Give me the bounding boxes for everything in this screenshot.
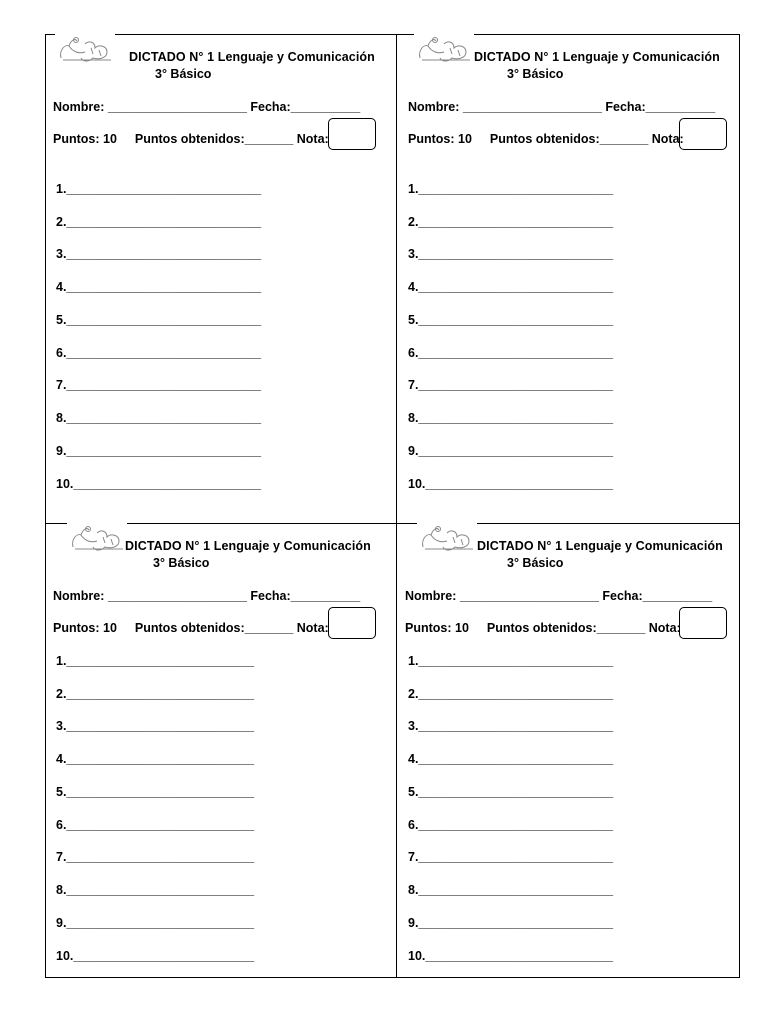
dictation-card-bottom-left [45,523,396,978]
answer-line[interactable]: 9.____________________________ [56,444,262,458]
answer-line[interactable]: 10.__________________________ [56,949,255,963]
answer-line[interactable]: 2.___________________________ [56,687,255,701]
answer-line[interactable]: 1.____________________________ [56,182,262,196]
answer-line[interactable]: 2.____________________________ [408,687,614,701]
name-date-row: Nombre: ____________________ Fecha:__________ [53,100,361,114]
answer-line[interactable]: 7.____________________________ [408,850,614,864]
answer-line[interactable]: 3.____________________________ [56,247,262,261]
points-label: Puntos: 10 [405,621,469,635]
answer-line[interactable]: 4.____________________________ [408,752,614,766]
answer-line[interactable]: 4.____________________________ [408,280,614,294]
dictation-title: DICTADO N° 1 Lenguaje y Comunicación [477,539,723,553]
answer-line[interactable]: 10.___________________________ [408,477,614,491]
points-row [53,132,329,146]
dictation-card-top-right [397,34,740,523]
answer-line[interactable]: 5.___________________________ [56,785,255,799]
answer-line[interactable]: 6.___________________________ [56,818,255,832]
answer-line[interactable]: 1.___________________________ [56,654,255,668]
grade-subtitle: 3° Básico [155,67,212,81]
obtained-nota-label: Puntos obtenidos:_______ Nota: [134,621,329,635]
answer-line[interactable]: 7.___________________________ [56,850,255,864]
dino-logo-icon [414,32,474,66]
obtained-nota-label: Puntos obtenidos:_______ Nota: [134,132,329,146]
answer-line[interactable]: 8.____________________________ [56,411,262,425]
dictation-card-bottom-right [397,523,740,978]
answer-line[interactable]: 9.____________________________ [408,916,614,930]
answer-line[interactable]: 7.____________________________ [56,378,262,392]
dino-logo-icon [67,521,127,555]
grade-subtitle: 3° Básico [507,556,564,570]
answer-line[interactable]: 5.____________________________ [408,785,614,799]
obtained-nota-label: Puntos obtenidos:_______ Nota: [486,621,681,635]
obtained-nota-label: Puntos obtenidos:_______ Nota: [489,132,684,146]
answer-line[interactable]: 3.___________________________ [56,719,255,733]
nota-box[interactable] [328,607,376,639]
points-label: Puntos: 10 [53,132,117,146]
nota-box[interactable] [679,118,727,150]
dictation-card-top-left [45,34,396,523]
answer-line[interactable]: 2.____________________________ [408,215,614,229]
dictation-title: DICTADO N° 1 Lenguaje y Comunicación [125,539,371,553]
answer-line[interactable]: 8.____________________________ [408,411,614,425]
answer-line[interactable]: 4.____________________________ [56,280,262,294]
answer-line[interactable]: 9.____________________________ [408,444,614,458]
answer-line[interactable]: 6.____________________________ [56,346,262,360]
nota-box[interactable] [679,607,727,639]
dino-logo-icon [417,521,477,555]
answer-line[interactable]: 7.____________________________ [408,378,614,392]
answer-line[interactable]: 4.___________________________ [56,752,255,766]
answer-line[interactable]: 10.___________________________ [408,949,614,963]
points-label: Puntos: 10 [53,621,117,635]
dino-logo-icon [55,32,115,66]
answer-line[interactable]: 10.___________________________ [56,477,262,491]
answer-line[interactable]: 9.___________________________ [56,916,255,930]
name-date-row: Nombre: ____________________ Fecha:__________ [408,100,716,114]
answer-line[interactable]: 8.____________________________ [408,883,614,897]
dictation-title: DICTADO N° 1 Lenguaje y Comunicación [474,50,720,64]
points-row [408,132,684,146]
answer-line[interactable]: 2.____________________________ [56,215,262,229]
answer-line[interactable]: 1.____________________________ [408,182,614,196]
name-date-row: Nombre: ____________________ Fecha:__________ [53,589,361,603]
answer-line[interactable]: 5.____________________________ [408,313,614,327]
points-row [53,621,329,635]
answer-line[interactable]: 6.____________________________ [408,346,614,360]
nota-box[interactable] [328,118,376,150]
points-label: Puntos: 10 [408,132,472,146]
answer-line[interactable]: 5.____________________________ [56,313,262,327]
answer-line[interactable]: 6.____________________________ [408,818,614,832]
answer-line[interactable]: 3.____________________________ [408,247,614,261]
answer-line[interactable]: 1.____________________________ [408,654,614,668]
answer-line[interactable]: 3.____________________________ [408,719,614,733]
dictation-title: DICTADO N° 1 Lenguaje y Comunicación [129,50,375,64]
grade-subtitle: 3° Básico [507,67,564,81]
points-row [405,621,681,635]
answer-line[interactable]: 8.___________________________ [56,883,255,897]
name-date-row: Nombre: ____________________ Fecha:__________ [405,589,713,603]
grade-subtitle: 3° Básico [153,556,210,570]
